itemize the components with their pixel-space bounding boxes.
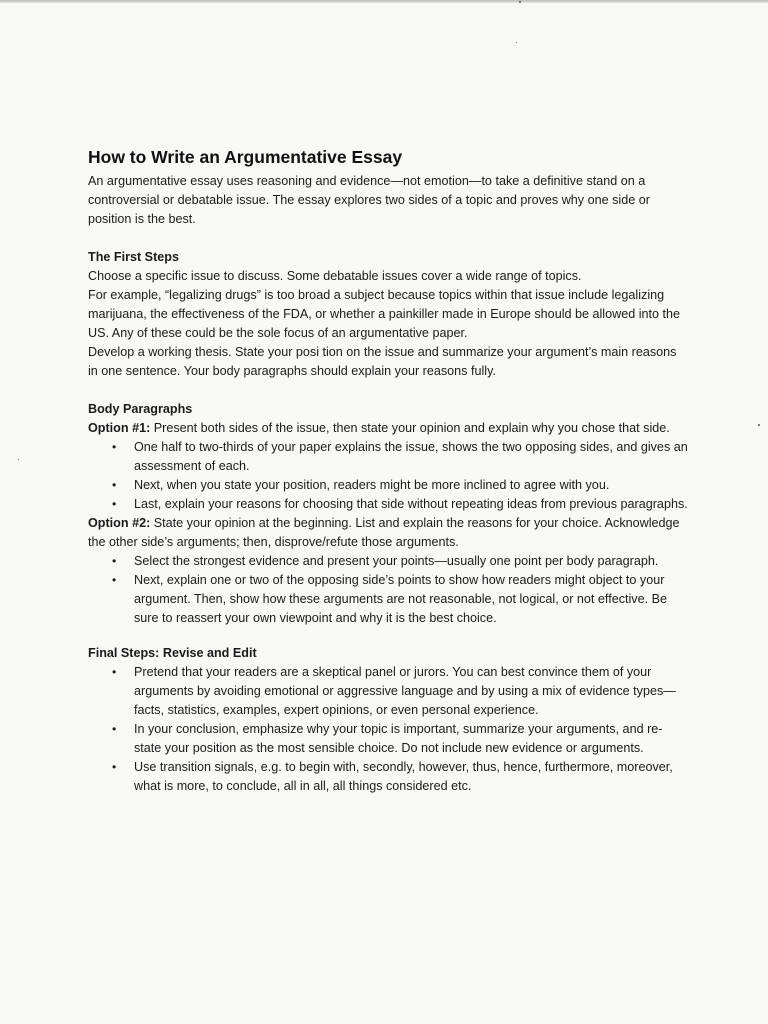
list-item-text: Select the strongest evidence and present your points—usually one point per body paragraph. [134,554,659,568]
final-steps-heading: Final Steps: Revise and Edit [88,646,257,660]
first-steps-heading: The First Steps [88,250,179,264]
list-item-text: Use transition signals, e.g. to begin with, secondly, however, thus, hence, furthermore, moreover, what is more, to conclude, all in all, all things considered etc. [134,760,673,793]
scan-speck [18,459,19,460]
option-2-text: State your opinion at the beginning. List and explain the reasons for your choice. Acknowledge the other side’s arguments; then, disprove/refute those arguments. [88,516,680,549]
bullet-icon: • [112,722,117,736]
scan-speck [519,1,521,3]
intro-paragraph: An argumentative essay uses reasoning and evidence—not emotion—to take a definitive stand on a controversial or debatable issue. The essay explores two sides of a topic and proves why one side or position is the best. [88,174,650,226]
bullet-icon: • [112,573,117,587]
option-2-list [88,552,688,628]
bullet-icon: • [112,665,117,679]
list-item [112,476,688,495]
bullet-icon: • [112,554,117,568]
bullet-icon: • [112,440,117,454]
page-title: How to Write an Argumentative Essay [88,147,403,167]
option-2-paragraph [88,514,688,552]
list-item [112,438,688,476]
list-item [112,495,688,514]
bullet-icon: • [112,478,117,492]
option-2-label: Option #2: [88,516,151,530]
scan-speck [516,42,517,43]
list-item-text: Next, explain one or two of the opposing side’s points to show how readers might object to your argument. Then, show how these arguments are not reasonable, not logical, or not effective. Be sure to reassert your own viewpoint and why it is the best choice. [134,573,667,625]
first-steps-paragraph: For example, “legalizing drugs” is too broad a subject because topics within that issue include legalizing marijuana, the effectiveness of the FDA, or whether a painkiller made in Europe should be allowed into the US. Any of these could be the sole focus of an argumentative paper. [88,288,681,340]
list-item [112,720,688,758]
bullet-icon: • [112,760,117,774]
first-steps-paragraph: Choose a specific issue to discuss. Some debatable issues cover a wide range of topics. [88,269,582,283]
list-item [112,571,688,628]
scan-speck [758,424,760,426]
option-1-label: Option #1: [88,421,151,435]
list-item [112,758,688,796]
option-1-text: Present both sides of the issue, then state your opinion and explain why you chose that side. [150,421,670,435]
list-item-text: Pretend that your readers are a skeptical panel or jurors. You can best convince them of your arguments by avoiding emotional or aggressive language and by using a mix of evidence types—facts, statistics, examples, expert opinions, or even personal experience. [134,665,676,717]
list-item [112,663,688,720]
list-item-text: Next, when you state your position, readers might be more inclined to agree with you. [134,478,610,492]
option-1-paragraph [88,419,688,438]
first-steps-paragraph: Develop a working thesis. State your posi tion on the issue and summarize your argument’s main reasons in one sentence. Your body paragraphs should explain your reasons fully. [88,345,677,378]
list-item [112,552,688,571]
list-item-text: One half to two-thirds of your paper explains the issue, shows the two opposing sides, and gives an assessment of each. [134,440,688,473]
list-item-text: In your conclusion, emphasize why your topic is important, summarize your arguments, and re-state your position as the most sensible choice. Do not include new evidence or arguments. [134,722,663,755]
bullet-icon: • [112,497,117,511]
list-item-text: Last, explain your reasons for choosing that side without repeating ideas from previous paragraphs. [134,497,688,511]
body-paragraphs-heading: Body Paragraphs [88,402,193,416]
final-steps-list [88,663,688,796]
option-1-list [88,438,688,514]
scan-edge [0,0,768,3]
document-page [88,146,688,796]
